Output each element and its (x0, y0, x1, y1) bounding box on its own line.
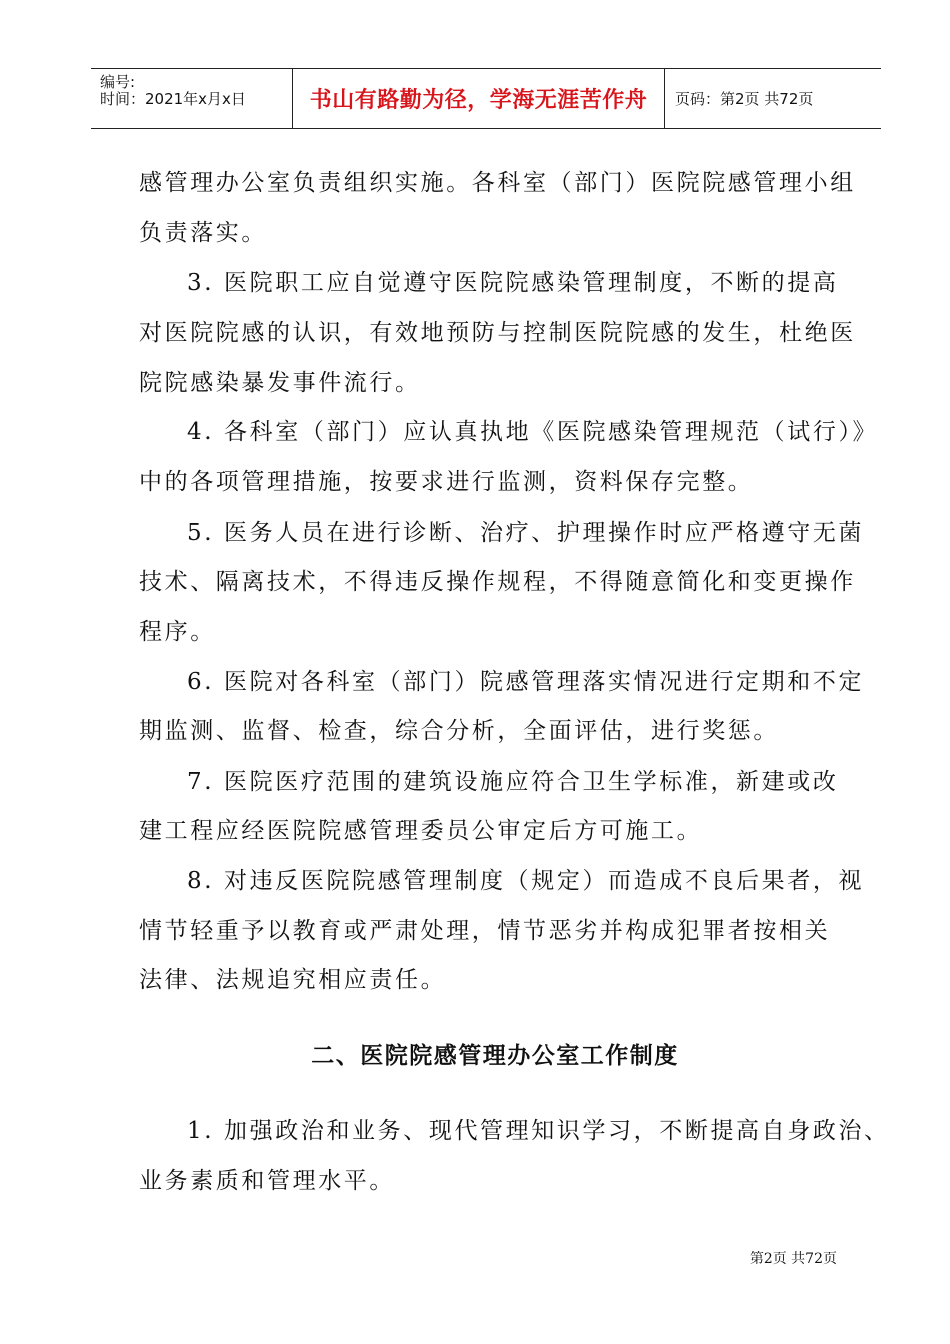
body-line: 负责落实。 (139, 220, 267, 246)
body-line: 期监测、监督、检查，综合分析，全面评估，进行奖惩。 (139, 718, 779, 744)
header-meta (91, 69, 293, 128)
body-line: 6. 医院对各科室（部门）院感管理落实情况进行定期和不定 (187, 669, 865, 695)
time-label: 时间：2021年x月x日 (100, 90, 246, 108)
document-header (91, 68, 881, 129)
section-line: 业务素质和管理水平。 (139, 1168, 395, 1194)
body-line: 技术、隔离技术，不得违反操作规程，不得随意简化和变更操作 (139, 569, 856, 595)
body-line: 7. 医院医疗范围的建筑设施应符合卫生学标准，新建或改 (187, 769, 839, 795)
body-line: 情节轻重予以教育或严肃处理，情节恶劣并构成犯罪者按相关 (139, 918, 831, 944)
body-line: 感管理办公室负责组织实施。各科室（部门）医院院感管理小组 (139, 170, 856, 196)
header-motto: 书山有路勤为径，学海无涯苦作舟 (309, 88, 648, 113)
body-line: 法律、法规追究相应责任。 (139, 967, 447, 993)
page-number: 第2页 共72页 (749, 1251, 837, 1267)
body-line: 3. 医院职工应自觉遵守医院院感染管理制度，不断的提高 (187, 270, 839, 296)
number-label: 编号: (100, 73, 136, 91)
body-line: 建工程应经医院院感管理委员公审定后方可施工。 (139, 818, 703, 844)
body-line: 中的各项管理措施，按要求进行监测，资料保存完整。 (139, 469, 754, 495)
body-line: 8. 对违反医院院感管理制度（规定）而造成不良后果者，视 (187, 868, 865, 894)
body-line: 院院感染暴发事件流行。 (139, 370, 421, 396)
section-line: 1. 加强政治和业务、现代管理知识学习，不断提高自身政治、 (187, 1118, 890, 1144)
body-line: 5. 医务人员在进行诊断、治疗、护理操作时应严格遵守无菌 (187, 520, 865, 546)
header-page-info: 页码：第2页 共72页 (675, 90, 814, 108)
body-line: 程序。 (139, 619, 216, 645)
section-title: 二、医院院感管理办公室工作制度 (311, 1043, 679, 1069)
header-motto-cell (293, 69, 665, 128)
body-line: 对医院院感的认识，有效地预防与控制医院院感的发生，杜绝医 (139, 320, 856, 346)
body-line: 4. 各科室（部门）应认真执地《医院感染管理规范（试行）》 (187, 419, 879, 445)
